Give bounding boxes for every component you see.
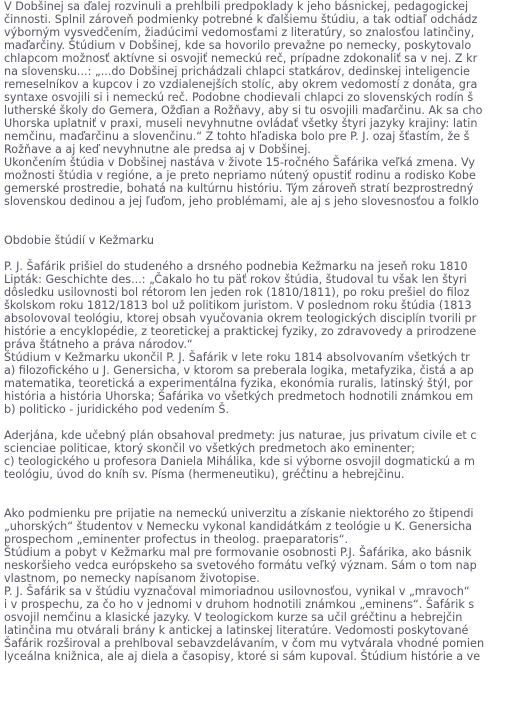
text-line: latinčina mu otvárali brány k antickej a latinskej literatúre. Vedomosti poskytované — [4, 624, 469, 637]
text-line: školskom roku 1812/1813 bol už politikom juristom. V poslednom roku štúdia (1813 — [4, 299, 472, 312]
text-line: Ako podmienku pre prijatie na nemeckú univerzitu a získanie niektorého zo štipendi — [4, 507, 474, 520]
text-line: nemčinu, maďarčinu a slovenčinu.“ Z tohto hľadiska bolo pre P. J. ozaj šťastím, že š — [4, 130, 470, 143]
text-line: remeselníkov a kupcov i zo vzdialenejších stolíc, aby okrem vedomostí z donáta, gra — [4, 78, 478, 91]
text-line: teológiu, úvod do kníh sv. Písma (hermeneutiku), gréčtinu a hebrejčinu. — [4, 468, 405, 481]
text-line: Uhorska uplatniť v praxi, museli nevyhnutne ovládať všetky štyri jazyky krajiny: latin — [4, 117, 478, 130]
section-heading: Obdobie štúdií v Kežmarku — [4, 234, 154, 247]
text-line: maďarčiny. Štúdium v Dobšinej, kde sa hovorilo prevažne po nemecky, poskytovalo — [4, 39, 472, 52]
text-line: výborným vysvedčením, žiadúcimi vedomosťami z literatúry, so znalosťou latinčiny, — [4, 26, 475, 39]
text-line: činnosti. Splnil zároveň podmienky potrebné k ďalšiemu štúdiu, a tak odtiaľ odchádz — [4, 13, 478, 26]
text-line: c) teologického u profesora Daniela Mihálika, kde si výborne osvojil dogmatickú a m — [4, 455, 475, 468]
text-line: chlapcom možnosť aktívne si osvojiť nemeckú reč, prípadne zdokonaliť sa v nej. Z kr — [4, 52, 478, 65]
text-line: práva štátneho a práva národov.“ — [4, 338, 193, 351]
spacer — [4, 416, 528, 429]
text-line: vlastnom, po nemecky napísanom životopise. — [4, 572, 260, 585]
paragraph-dobsina — [4, 0, 528, 208]
text-line: gemerské prostredie, bohatá na kultúrnu históriu. Tým zároveň stratí bezprostredný — [4, 182, 474, 195]
document-body — [4, 0, 528, 663]
text-line: „uhorských“ študentov v Nemecku vykonal kandidátkám z teológie u K. Genersicha — [4, 520, 473, 533]
text-line: Štúdium a pobyt v Kežmarku mal pre formovanie osobnosti P.J. Šafárika, ako básnik — [4, 546, 472, 559]
spacer — [4, 221, 528, 234]
text-line: slovenskou dedinou a jej ľuďom, jeho problémami, ale aj s jeho slovesnosťou a folklo — [4, 195, 479, 208]
paragraph-aderjana — [4, 429, 528, 481]
text-line: i v prospechu, za čo ho v jednomi v druhom hodnotili známkou „eminens“. Šafárik s — [4, 598, 475, 611]
text-line: možnosti štúdia v regióne, a je preto nepriamo nútený opustiť rodinu a rodisko Kobe — [4, 169, 476, 182]
text-line: b) politicko - juridického pod vedením Š. — [4, 403, 230, 416]
text-line: P. J. Šafárik prišiel do studeného a drsného podnebia Kežmarku na jeseň roku 1810 — [4, 260, 468, 273]
spacer — [4, 247, 528, 260]
text-line: matematika, teoretická a experimentálna fyzika, ekonómia ruralis, latinský štýl, por — [4, 377, 473, 390]
paragraph-university — [4, 507, 528, 663]
text-line: absolovoval teológiu, ktorej obsah vyučovania okrem teologických disciplín tvorili pr — [4, 312, 477, 325]
text-line: histórie a encyklopédie, z teoretickej a praktickej fyziky, zo zdravovedy a prirodzene — [4, 325, 477, 338]
text-line: Aderjána, kde učebný plán obsahoval predmety: jus naturae, jus privatum civile et c — [4, 429, 477, 442]
text-line: Štúdium v Kežmarku ukončil P. J. Šafárik v lete roku 1814 absolvovaním všetkých tr — [4, 351, 470, 364]
text-line: Rožňave a aj keď nevyhnutne ale predsa aj v Dobšinej. — [4, 143, 311, 156]
text-line: V Dobšinej sa ďalej rozvinuli a prehĺbili predpoklady k jeho básnickej, pedagogickej — [4, 0, 469, 13]
text-line: lutherské školy do Gemera, Ožďian a Rožňavy, aby si tu osvojili maďarčinu. Ak sa cho — [4, 104, 483, 117]
text-line: Lipták: Geschichte des...: „Čakalo ho tu päť rokov štúdia, študoval tu však len štyri — [4, 273, 467, 286]
text-line: P. J. Šafárik sa v štúdiu vyznačoval mimoriadnou usilovnosťou, vynikal v „mravoch“ — [4, 585, 470, 598]
text-line: na slovensku...: „...do Dobšinej prichádzali chlapci statkárov, dedinskej inteligencie — [4, 65, 470, 78]
spacer — [4, 481, 528, 494]
text-line: história a história Uhorska; Šafárika vo všetkých predmetoch hodnotili známkou em — [4, 390, 474, 403]
spacer — [4, 208, 528, 221]
text-line: Šafárik rozširoval a prehlboval sebavzdelávaním, v čom mu vytvárala vhodné pomien — [4, 637, 485, 650]
text-line: a) filozofického u J. Genersicha, v ktorom sa preberala logika, metafyzika, čistá a ap — [4, 364, 474, 377]
text-line: lyceálna knižnica, ale aj diela a časopisy, ktoré si sám kupoval. Štúdium histórie a ve — [4, 650, 481, 663]
paragraph-kezmarok — [4, 260, 528, 416]
text-line: scienciae politicae, ktorý skončil vo všetkých predmetoch ako eminenter; — [4, 442, 415, 455]
text-line: neskoršieho vedca európskeho sa svetového formátu veľký význam. Sám o tom nap — [4, 559, 477, 572]
text-line: dôsledku usilovnosti bol rétorom len jeden rok (1810/1811), po roku prešiel do filoz — [4, 286, 470, 299]
text-line: Ukončením štúdia v Dobšinej nastáva v živote 15-ročného Šafárika veľká zmena. Vy — [4, 156, 475, 169]
text-line: osvojil nemčinu a klasické jazyky. V teologickom kurze sa učil gréčtinu a hebrejčin — [4, 611, 463, 624]
spacer — [4, 494, 528, 507]
text-line: syntaxe osvojili si i nemeckú reč. Podobne chodievali chlapci zo slovenských rodín š — [4, 91, 474, 104]
text-line: prospechom „eminenter profectus in theolog. praeparatoris“. — [4, 533, 349, 546]
